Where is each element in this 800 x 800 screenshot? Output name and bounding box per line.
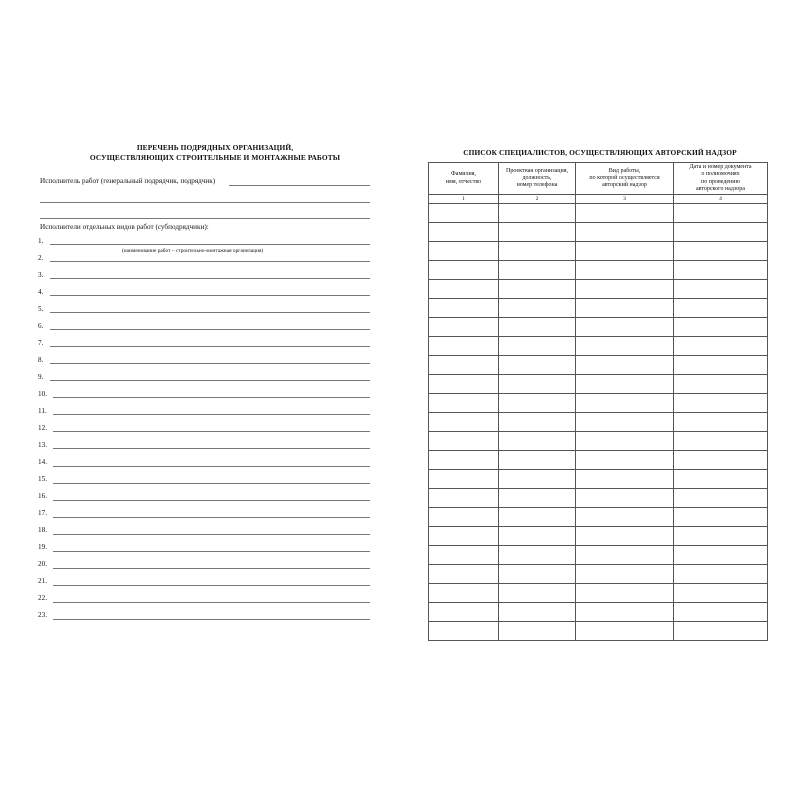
table-row: [429, 223, 768, 242]
table-row: [429, 451, 768, 470]
table-cell[interactable]: [429, 489, 499, 508]
table-cell[interactable]: [576, 413, 674, 432]
table-cell[interactable]: [499, 299, 576, 318]
table-cell[interactable]: [429, 261, 499, 280]
table-row: [429, 470, 768, 489]
list-item-number: 18.: [38, 526, 47, 535]
table-cell[interactable]: [499, 603, 576, 622]
table-cell[interactable]: [499, 546, 576, 565]
list-item-number: 15.: [38, 475, 47, 484]
subcontractor-field-line[interactable]: [50, 278, 370, 279]
table-cell[interactable]: [429, 299, 499, 318]
table-cell[interactable]: [674, 584, 768, 603]
subcontractor-field-line[interactable]: [53, 448, 370, 449]
table-cell[interactable]: [674, 565, 768, 584]
table-row: [429, 280, 768, 299]
table-cell[interactable]: [576, 280, 674, 299]
table-cell[interactable]: [576, 394, 674, 413]
table-cell[interactable]: [499, 432, 576, 451]
contractor-label: Исполнитель работ (генеральный подрядчик, подрядчик): [40, 177, 216, 185]
subcontractor-field-line[interactable]: [53, 619, 370, 620]
table-cell[interactable]: [499, 527, 576, 546]
column-number-row: [429, 195, 768, 204]
table-cell[interactable]: [499, 223, 576, 242]
subcontractor-field-line[interactable]: [53, 517, 370, 518]
table-cell[interactable]: [674, 603, 768, 622]
table-cell[interactable]: [674, 299, 768, 318]
list-item-number: 11.: [38, 406, 47, 415]
table-cell[interactable]: [499, 394, 576, 413]
list-item-number: 1.: [38, 236, 44, 245]
list-item-number: 7.: [38, 338, 44, 347]
table-cell[interactable]: [674, 489, 768, 508]
table-cell[interactable]: [576, 432, 674, 451]
table-cell[interactable]: [429, 546, 499, 565]
list-item-number: 9.: [38, 372, 44, 381]
subcontractor-field-line[interactable]: [50, 346, 370, 347]
table-row: [429, 242, 768, 261]
subcontractor-field-line[interactable]: [50, 244, 370, 245]
table-cell[interactable]: [576, 546, 674, 565]
list-item-number: 16.: [38, 492, 47, 501]
list-item-number: 21.: [38, 577, 47, 586]
table-cell[interactable]: [674, 356, 768, 375]
field-hint: (наименование работ – строительно-монтажная организация): [122, 248, 264, 254]
column-number: 2: [499, 195, 576, 204]
column-header-document: Дата и номер документа о полномочиях по проведению авторского надзора: [674, 163, 768, 195]
table-cell[interactable]: [674, 280, 768, 299]
table-header-row: [429, 163, 768, 195]
table-cell[interactable]: [499, 280, 576, 299]
table-row: [429, 299, 768, 318]
table-cell[interactable]: [429, 584, 499, 603]
column-number: 1: [429, 195, 499, 204]
table-cell[interactable]: [576, 375, 674, 394]
subcontractor-field-line[interactable]: [53, 414, 370, 415]
subcontractor-field-line[interactable]: [53, 397, 370, 398]
table-cell[interactable]: [499, 565, 576, 584]
specialists-table: [428, 162, 768, 641]
table-cell[interactable]: [429, 432, 499, 451]
table-cell[interactable]: [674, 261, 768, 280]
table-cell[interactable]: [499, 622, 576, 641]
table-row: [429, 565, 768, 584]
table-cell[interactable]: [576, 508, 674, 527]
table-cell[interactable]: [499, 242, 576, 261]
table-cell[interactable]: [674, 204, 768, 223]
table-row: [429, 394, 768, 413]
table-cell[interactable]: [576, 489, 674, 508]
specialists-title: СПИСОК СПЕЦИАЛИСТОВ, ОСУЩЕСТВЛЯЮЩИХ АВТОРСКИЙ НАДЗОР: [463, 148, 737, 157]
table-cell[interactable]: [499, 470, 576, 489]
table-cell[interactable]: [576, 565, 674, 584]
table-cell[interactable]: [674, 527, 768, 546]
table-cell[interactable]: [674, 394, 768, 413]
list-item-number: 10.: [38, 389, 47, 398]
list-item-number: 3.: [38, 270, 44, 279]
list-item-number: 2.: [38, 253, 44, 262]
subcontractor-field-line[interactable]: [53, 500, 370, 501]
table-cell[interactable]: [576, 318, 674, 337]
table-cell[interactable]: [499, 584, 576, 603]
table-cell[interactable]: [576, 527, 674, 546]
list-item-number: 22.: [38, 594, 47, 603]
table-cell[interactable]: [429, 527, 499, 546]
table-row: [429, 337, 768, 356]
table-cell[interactable]: [429, 356, 499, 375]
table-cell[interactable]: [429, 223, 499, 242]
list-item-number: 20.: [38, 560, 47, 569]
subcontractor-field-line[interactable]: [50, 380, 370, 381]
subcontractor-field-line[interactable]: [50, 261, 370, 262]
table-cell[interactable]: [576, 584, 674, 603]
table-row: [429, 584, 768, 603]
subcontractor-field-line[interactable]: [53, 466, 370, 467]
contractor-field-line[interactable]: [40, 218, 370, 219]
contractor-field-line[interactable]: [229, 185, 370, 186]
table-cell[interactable]: [429, 451, 499, 470]
table-cell[interactable]: [674, 546, 768, 565]
table-cell[interactable]: [499, 204, 576, 223]
table-row: [429, 413, 768, 432]
subcontractors-label: Исполнители отдельных видов работ (субподрядчики):: [40, 223, 209, 231]
table-row: [429, 527, 768, 546]
table-cell[interactable]: [429, 603, 499, 622]
table-row: [429, 603, 768, 622]
list-item-number: 17.: [38, 509, 47, 518]
column-number: 3: [576, 195, 674, 204]
list-item-number: 19.: [38, 543, 47, 552]
subcontractor-field-line[interactable]: [50, 329, 370, 330]
table-row: [429, 375, 768, 394]
table-cell[interactable]: [674, 223, 768, 242]
subcontractor-field-line[interactable]: [53, 534, 370, 535]
table-cell[interactable]: [429, 394, 499, 413]
table-cell[interactable]: [674, 413, 768, 432]
list-item-number: 8.: [38, 355, 44, 364]
table-cell[interactable]: [576, 261, 674, 280]
table-cell[interactable]: [576, 622, 674, 641]
table-cell[interactable]: [429, 242, 499, 261]
table-cell[interactable]: [499, 318, 576, 337]
table-cell[interactable]: [499, 261, 576, 280]
table-cell[interactable]: [674, 242, 768, 261]
table-cell[interactable]: [499, 413, 576, 432]
table-cell[interactable]: [576, 242, 674, 261]
list-item-number: 13.: [38, 440, 47, 449]
table-cell[interactable]: [499, 356, 576, 375]
table-cell[interactable]: [674, 470, 768, 489]
table-cell[interactable]: [576, 204, 674, 223]
subcontractor-field-line[interactable]: [53, 431, 370, 432]
subcontractor-field-line[interactable]: [50, 295, 370, 296]
table-row: [429, 622, 768, 641]
table-cell[interactable]: [499, 337, 576, 356]
table-row: [429, 432, 768, 451]
column-number: 4: [674, 195, 768, 204]
table-cell[interactable]: [429, 622, 499, 641]
table-row: [429, 546, 768, 565]
list-item-number: 5.: [38, 304, 44, 313]
table-cell[interactable]: [576, 299, 674, 318]
subcontractor-field-line[interactable]: [53, 551, 370, 552]
table-cell[interactable]: [499, 489, 576, 508]
table-row: [429, 508, 768, 527]
table-cell[interactable]: [576, 337, 674, 356]
table-cell[interactable]: [576, 223, 674, 242]
table-cell[interactable]: [674, 508, 768, 527]
table-cell[interactable]: [674, 337, 768, 356]
list-item-number: 6.: [38, 321, 44, 330]
table-row: [429, 204, 768, 223]
table-row: [429, 356, 768, 375]
subcontractor-field-line[interactable]: [50, 312, 370, 313]
table-cell[interactable]: [674, 432, 768, 451]
table-cell[interactable]: [429, 204, 499, 223]
table-cell[interactable]: [576, 470, 674, 489]
subcontractor-field-line[interactable]: [50, 363, 370, 364]
list-item-number: 12.: [38, 423, 47, 432]
table-cell[interactable]: [674, 318, 768, 337]
table-cell[interactable]: [499, 451, 576, 470]
contractors-title: ПЕРЕЧЕНЬ ПОДРЯДНЫХ ОРГАНИЗАЦИЙ, ОСУЩЕСТВЛЯЮЩИХ СТРОИТЕЛЬНЫЕ И МОНТАЖНЫЕ РАБОТЫ: [89, 143, 341, 162]
table-cell[interactable]: [576, 356, 674, 375]
subcontractor-field-line[interactable]: [53, 585, 370, 586]
table-cell[interactable]: [429, 280, 499, 299]
table-cell[interactable]: [429, 337, 499, 356]
table-cell[interactable]: [429, 508, 499, 527]
list-item-number: 14.: [38, 458, 47, 467]
table-row: [429, 261, 768, 280]
column-header-organization: Проектная организация, должность, номер телефона: [499, 163, 576, 195]
table-cell[interactable]: [674, 451, 768, 470]
table-cell[interactable]: [576, 451, 674, 470]
table-cell[interactable]: [429, 318, 499, 337]
subcontractor-field-line[interactable]: [53, 483, 370, 484]
table-row: [429, 489, 768, 508]
table-cell[interactable]: [429, 470, 499, 489]
table-cell[interactable]: [429, 375, 499, 394]
table-cell[interactable]: [429, 565, 499, 584]
column-header-name: Фамилия, имя, отчество: [429, 163, 499, 195]
table-cell[interactable]: [674, 375, 768, 394]
table-cell[interactable]: [499, 508, 576, 527]
subcontractor-field-line[interactable]: [53, 568, 370, 569]
table-cell[interactable]: [499, 375, 576, 394]
column-header-work-type: Вид работы, по которой осуществляется авторский надзор: [576, 163, 674, 195]
table-cell[interactable]: [674, 622, 768, 641]
subcontractor-field-line[interactable]: [53, 602, 370, 603]
list-item-number: 4.: [38, 287, 44, 296]
table-body: [429, 204, 768, 641]
contractor-field-line[interactable]: [40, 202, 370, 203]
table-cell[interactable]: [429, 413, 499, 432]
table-row: [429, 318, 768, 337]
table-cell[interactable]: [576, 603, 674, 622]
list-item-number: 23.: [38, 611, 47, 620]
